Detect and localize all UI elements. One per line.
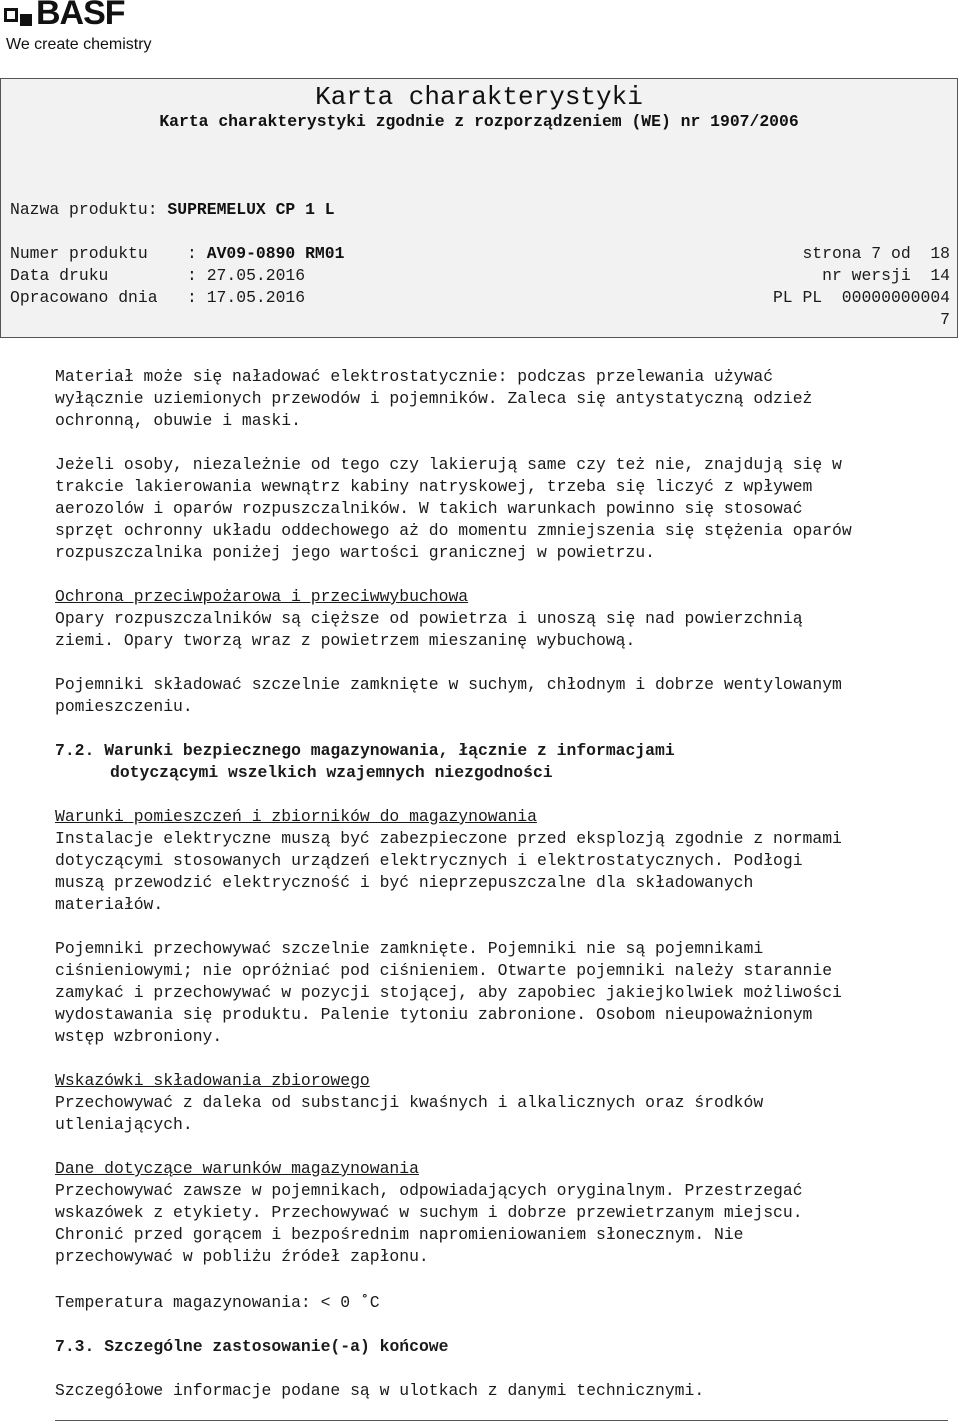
storage-conditions-heading: Dane dotyczące warunków magazynowania xyxy=(55,1159,419,1178)
section-7-3-number: 7.3. xyxy=(55,1337,95,1356)
container-storage-paragraph: Pojemniki przechowywać szczelnie zamknięte. Pojemniki nie są pojemnikami ciśnieniowymi; nie opróżniać pod ciśnieniem. Otwarte pojemniki należy starannie zamykać i przechowywać w pozycji stojącej, aby zapobiec jakiejkolwiek możliwości wydostawania się produktu. Palenie tytoniu zabronione. Osobom nieupoważnionym wstęp wzbroniony. xyxy=(55,939,842,1046)
product-number-label: Numer produktu : xyxy=(10,244,207,263)
static-charge-paragraph: Materiał może się naładować elektrostatycznie: podczas przelewania używać wyłącznie uziemionych przewodów i pojemników. Zaleca się antystatyczną odzież ochronną, obuwie i maski. xyxy=(55,367,813,430)
storage-temperature: Temperatura magazynowania: < 0 ˚C xyxy=(55,1293,380,1312)
logo-wordmark: BASF xyxy=(36,0,125,32)
product-name-label: Nazwa produktu: xyxy=(10,200,168,219)
logo-tagline: We create chemistry xyxy=(6,36,152,53)
storage-conditions-section: Dane dotyczące warunków magazynowania Przechowywać zawsze w pojemnikach, odpowiadających oryginalnym. Przestrzegać wskazówek z etykiety. Przechowywać w suchym i dobrze przewietrzanym miejscu. Chronić przed gorącem i bezpośrednim napromieniowaniem słonecznym. Nie przechowywać w pobliżu źródeł zapłonu. xyxy=(55,1158,955,1268)
document-title: Karta charakterystyki xyxy=(315,82,643,112)
joint-storage-section: Wskazówki składowania zbiorowego Przechowywać z daleka od substancji kwaśnych i alkalicznych oraz środków utleniających. xyxy=(55,1070,955,1136)
footer-divider xyxy=(55,1420,948,1421)
containers-paragraph: Pojemniki składować szczelnie zamknięte w suchym, chłodnym i dobrze wentylowanym pomieszczeniu. xyxy=(55,675,842,716)
storage-rooms-section: Warunki pomieszczeń i zbiorników do magazynowania Instalacje elektryczne muszą być zabezpieczone przed eksplozją zgodnie z normami dotyczącymi stosowanych urządzeń elektrycznych i elektrostatycznych. Podłogi muszą przewodzić elektryczność i być nieprzepuszczalne dla składowanych materiałów. xyxy=(55,806,955,916)
spray-booth-paragraph: Jeżeli osoby, niezależnie od tego czy lakierują same czy też nie, znajdują się w trakcie lakierowania wewnątrz kabiny natryskowej, trzeba się liczyć z wpływem aerozolów i oparów rozpuszczalników. W takich warunkach powinno się stosować sprzęt ochronny układu oddechowego aż do momentu zmniejszenia się stężenia oparów rozpuszczalnika poniżej jego wartości granicznej w powietrzu. xyxy=(55,455,852,562)
prepared-date: Opracowano dnia : 17.05.2016 xyxy=(10,288,306,307)
product-number-value: AV09-0890 RM01 xyxy=(206,244,345,263)
product-number-row xyxy=(10,244,344,263)
storage-rooms-heading: Warunki pomieszczeń i zbiorników do magazynowania xyxy=(55,807,537,826)
document-subtitle: Karta charakterystyki zgodnie z rozporządzeniem (WE) nr 1907/2006 xyxy=(159,112,799,131)
product-name-row xyxy=(10,200,335,219)
product-name-value: SUPREMELUX CP 1 L xyxy=(167,200,335,219)
section-7-2-number: 7.2. xyxy=(55,741,95,760)
document-code: PL PL 00000000004 xyxy=(772,288,950,307)
fire-protection-section: Ochrona przeciwpożarowa i przeciwwybuchowa Opary rozpuszczalników są cięższe od powietrza i unoszą się nad powierzchnią ziemi. Opary tworzą wraz z powietrzem mieszaninę wybuchową. xyxy=(55,586,955,652)
joint-storage-heading: Wskazówki składowania zbiorowego xyxy=(55,1071,370,1090)
page-number: strona 7 od 18 xyxy=(802,244,950,263)
document-code-tail: 7 xyxy=(940,310,950,329)
section-7-2-heading: 7.2. Warunki bezpiecznego magazynowania, łącznie z informacjami dotyczącymi wszelkich wzajemnych niezgodności xyxy=(55,741,675,782)
fire-protection-heading: Ochrona przeciwpożarowa i przeciwwybuchowa xyxy=(55,587,469,606)
basf-logo xyxy=(4,0,164,58)
final-note: Szczegółowe informacje podane są w ulotkach z danymi technicznymi. xyxy=(55,1381,705,1400)
print-date: Data druku : 27.05.2016 xyxy=(10,266,306,285)
version-number: nr wersji 14 xyxy=(822,266,950,285)
section-7-3-heading: 7.3. Szczególne zastosowanie(-a) końcowe xyxy=(55,1337,449,1356)
